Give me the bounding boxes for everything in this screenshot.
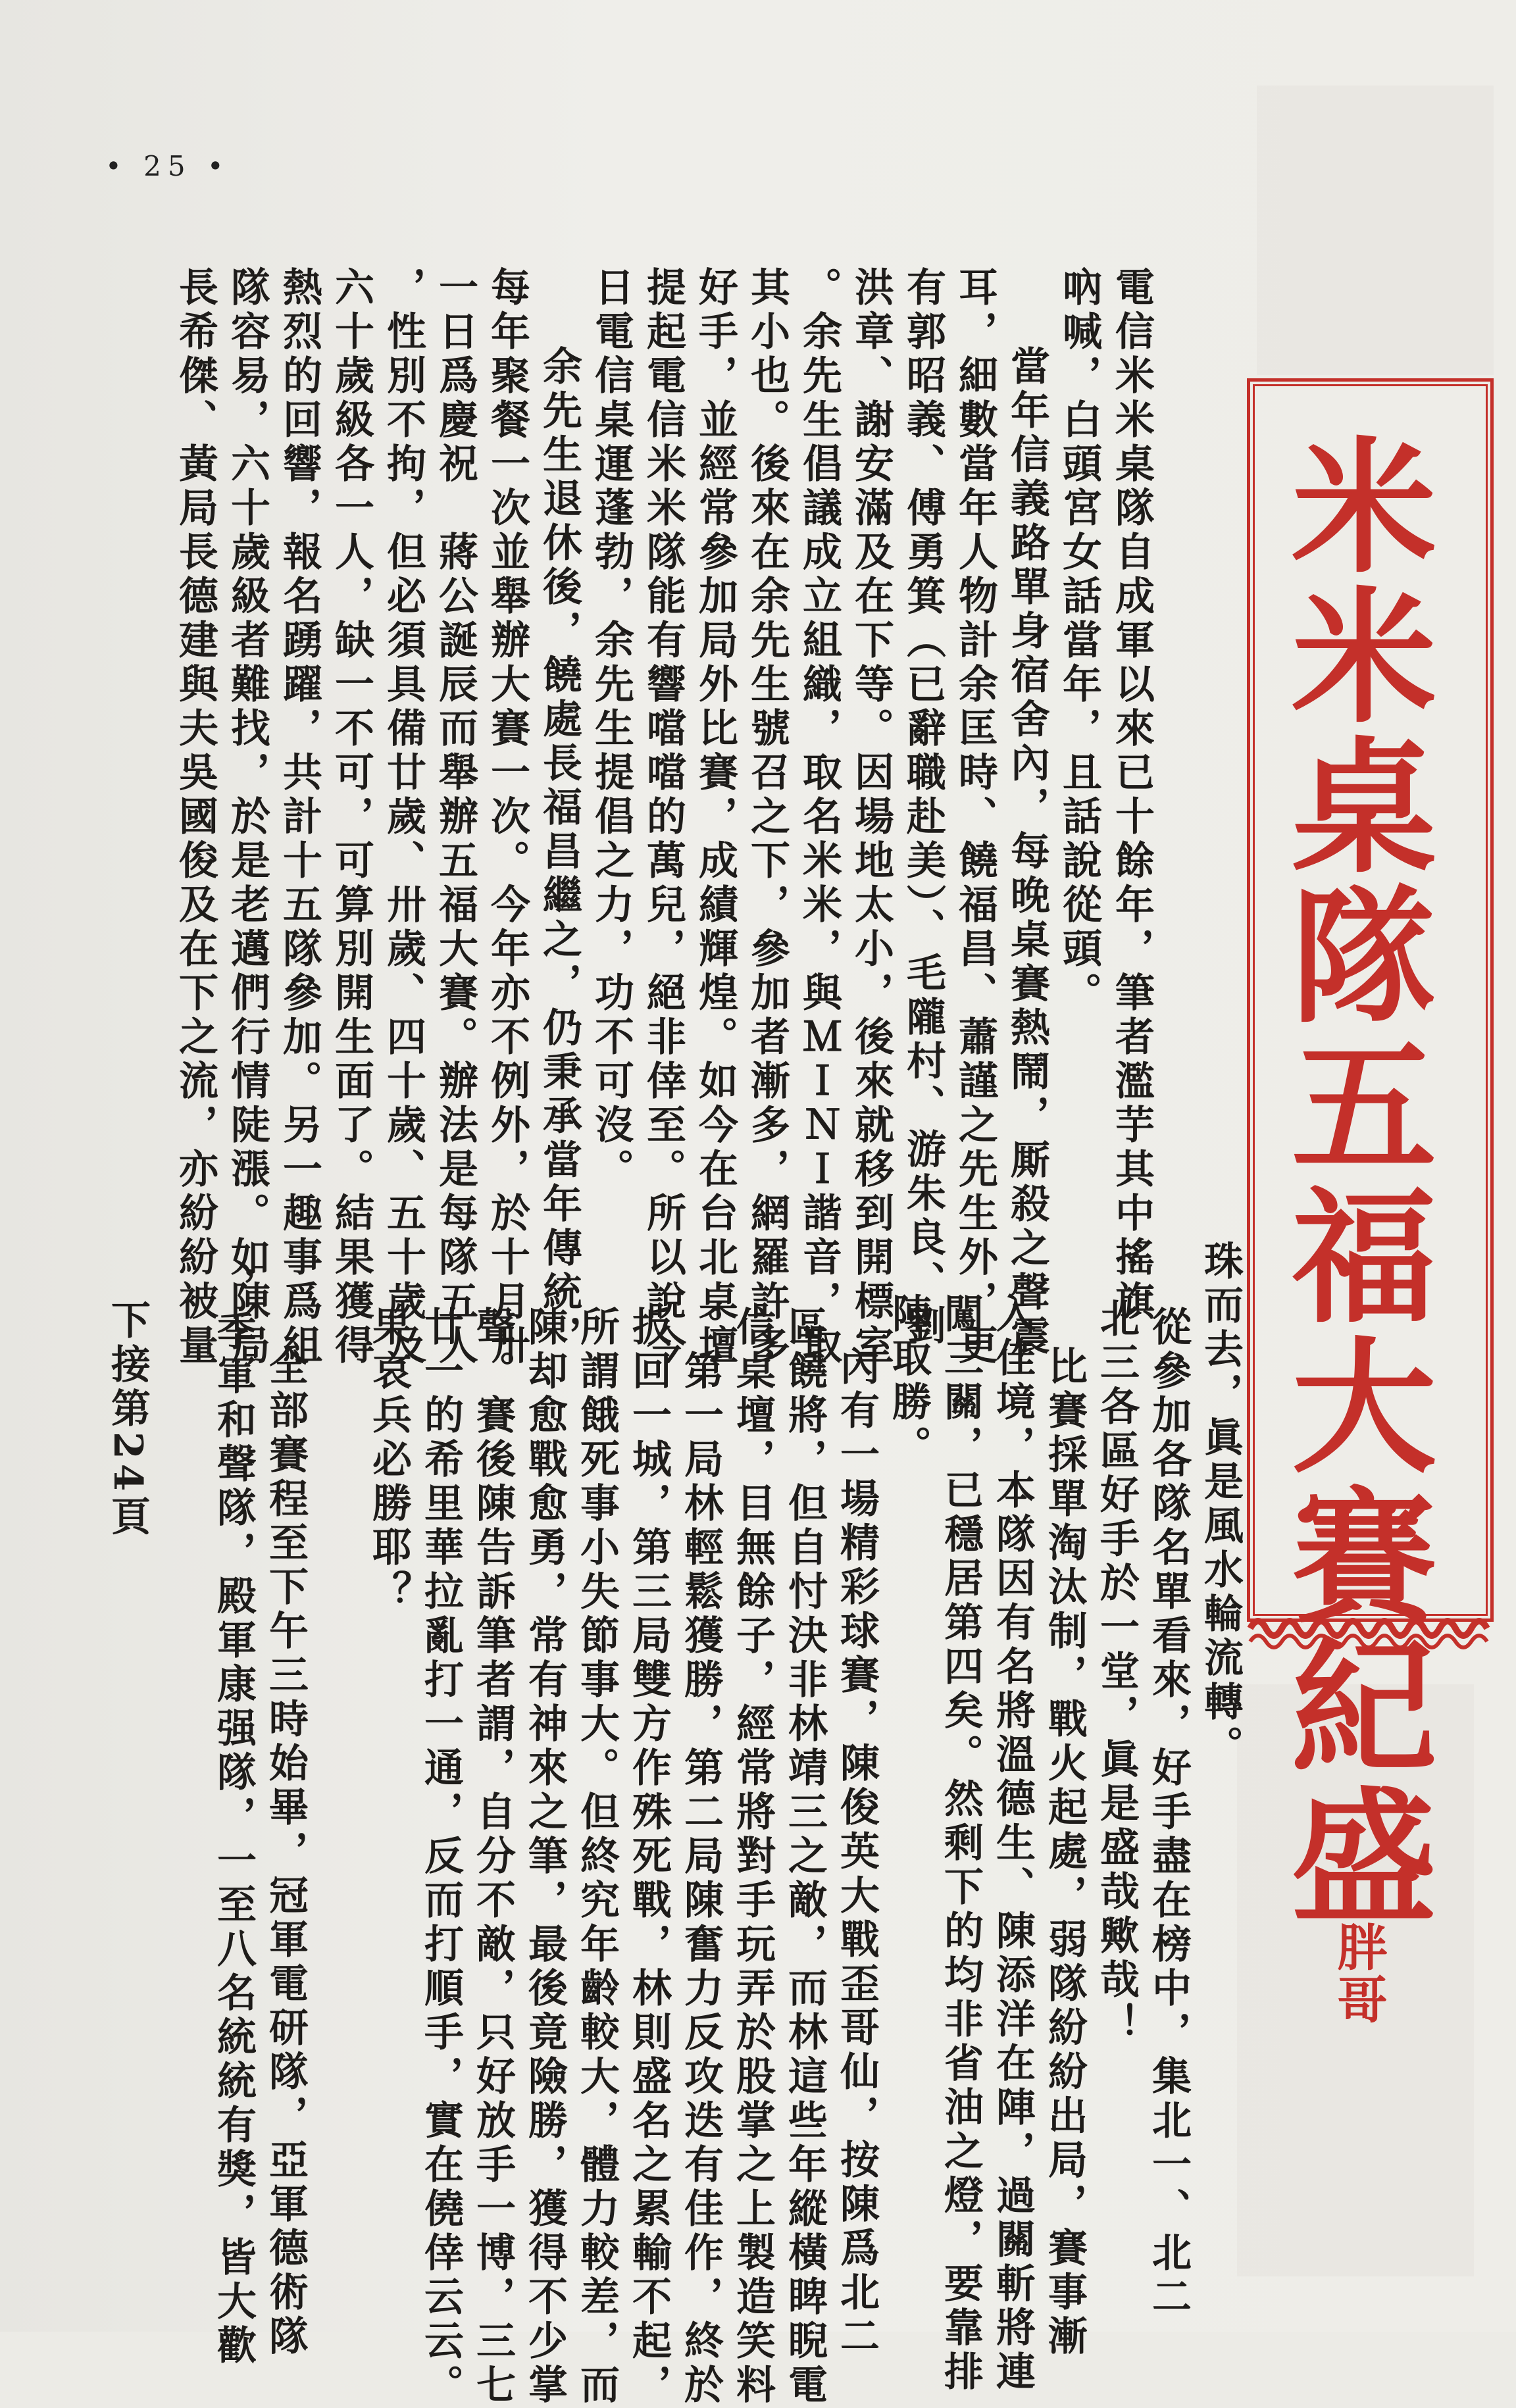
text-column: 長希傑、黃局長德建與夫吳國俊及在下之流，亦紛紛被量 [172, 266, 218, 1368]
show-through-text [1257, 86, 1494, 375]
text-column: 全部賽程至下午三時始畢，冠軍電研隊，亞軍德術隊 [263, 1345, 309, 2359]
text-column: 扳回一城，第三局雙方作殊死戰，林則盛名之累輸不起， [626, 1306, 672, 2408]
text-column: 廿一的希里華拉亂打一通，反而打順手，實在僥倖云云。 [418, 1306, 464, 2408]
text-column: 提起電信米米隊能有響噹噹的萬兒，絕非倖至。所以說今 [640, 266, 686, 1368]
text-column: ，性別不拘，但必須具備廿歲、卅歲、四十歲、五十歲及 [380, 266, 426, 1368]
text-column: 每年聚餐一次並舉辦大賽一次。今年亦不例外，於十月卅 [484, 266, 530, 1368]
author-byline: 胖哥 [1329, 1921, 1388, 2026]
text-column: 入佳境，本隊因有名將溫德生、陳添洋在陣，過關斬將連 [990, 1293, 1036, 2395]
text-column: 陳却愈戰愈勇，常有神來之筆，最後竟險勝，獲得不少掌 [522, 1306, 568, 2408]
page-number: • 25 • [105, 150, 230, 182]
text-column: 、北三各區好手於一堂，眞是盛哉歟哉！ [1094, 1253, 1140, 2047]
text-column: 。第一局林輕鬆獲勝，第二局陳奮力反攻迭有佳作，終於 [678, 1306, 724, 2408]
text-column: 有郭昭義、傅勇箕（已辭職赴美）、毛隴村、游朱良、劉 [900, 266, 946, 1349]
continued-note: 下接第24頁 [105, 1299, 151, 1540]
text-column: 果哀兵必勝耶？ [366, 1306, 412, 1615]
text-column: 。余先生倡議成立組織，取名米米，與ＭＩＮＩ諧音，取 [796, 266, 842, 1368]
text-column: 日電信桌運蓬勃，余先生提倡之力，功不可沒。 [588, 266, 634, 1192]
text-column: 區饒將，但自忖決非林靖三之敵，而林這些年縱橫睥睨電 [782, 1306, 828, 2408]
text-column: 余先生退休後，饒處長福昌繼之，仍秉承當年傳統， [536, 345, 582, 1359]
text-column: 聲。賽後陳告訴筆者謂，自分不敵，只好放手一博，三七 [470, 1306, 516, 2408]
text-column: 熱烈的回響，報名踴躍，共計十五隊參加。另一趣事爲組 [276, 266, 322, 1368]
text-column: 好手，並經常參加局外比賽，成績輝煌。如今在台北桌壇 [692, 266, 738, 1368]
text-column: 吶喊，白頭宮女話當年，且話說從頭。 [1056, 266, 1102, 1016]
text-column: 當年信義路單身宿舍內，每晚桌賽熱鬧，厮殺之聲震 [1004, 345, 1050, 1359]
text-column: 耳，細數當年人物計余匡時、饒福昌、蕭謹之先生外，更 [952, 266, 998, 1368]
text-column: 隊容易，六十歲級者難找，於是老邁們行情陡漲。如陳局 [224, 266, 270, 1368]
decorative-wave-border [1247, 1599, 1490, 1658]
text-column: 珠而去，眞是風水輪流轉。 [1198, 1240, 1244, 1769]
article-title: 米米桌隊五福大賽紀盛 [1267, 431, 1438, 1931]
text-column: 其小也。後來在余先生號召之下，參加者漸多，網羅許多 [744, 266, 790, 1368]
text-column: 一日爲慶祝 蔣公誕辰而舉辦五福大賽。辦法是每隊五人 [432, 266, 478, 1368]
text-column: 六十歲級各一人，缺一不可，可算別開生面了。結果獲得 [328, 266, 374, 1368]
text-column: 闖三關，已穩居第四矣。然剩下的均非省油之燈，要靠排 [938, 1293, 984, 2395]
text-column: ，季軍和聲隊，殿軍康强隊，一至八名統統有獎，皆大歡 [211, 1267, 257, 2369]
text-column: 從參加各隊名單看來，好手盡在榜中，集北一、北二 [1146, 1306, 1192, 2320]
text-column: 信桌壇，目無餘子，經常將對手玩弄於股掌之上製造笑料 [730, 1306, 776, 2408]
text-column: 所謂餓死事小失節事大。但終究年齡較大，體力較差，而 [574, 1306, 620, 2408]
text-column: 內有一場精彩球賽，陳俊英大戰歪哥仙，按陳爲北二 [834, 1345, 880, 2359]
text-column: 洪章、謝安滿及在下等。因場地太小，後來就移到開標室 [848, 266, 894, 1368]
text-column: 比賽採單淘汰制，戰火起處，弱隊紛紛出局，賽事漸 [1042, 1345, 1088, 2359]
text-column: 電信米米桌隊自成軍以來已十餘年，筆者濫芋其中搖旗 [1109, 266, 1155, 1324]
text-column: 陣取勝。 [886, 1293, 932, 1469]
